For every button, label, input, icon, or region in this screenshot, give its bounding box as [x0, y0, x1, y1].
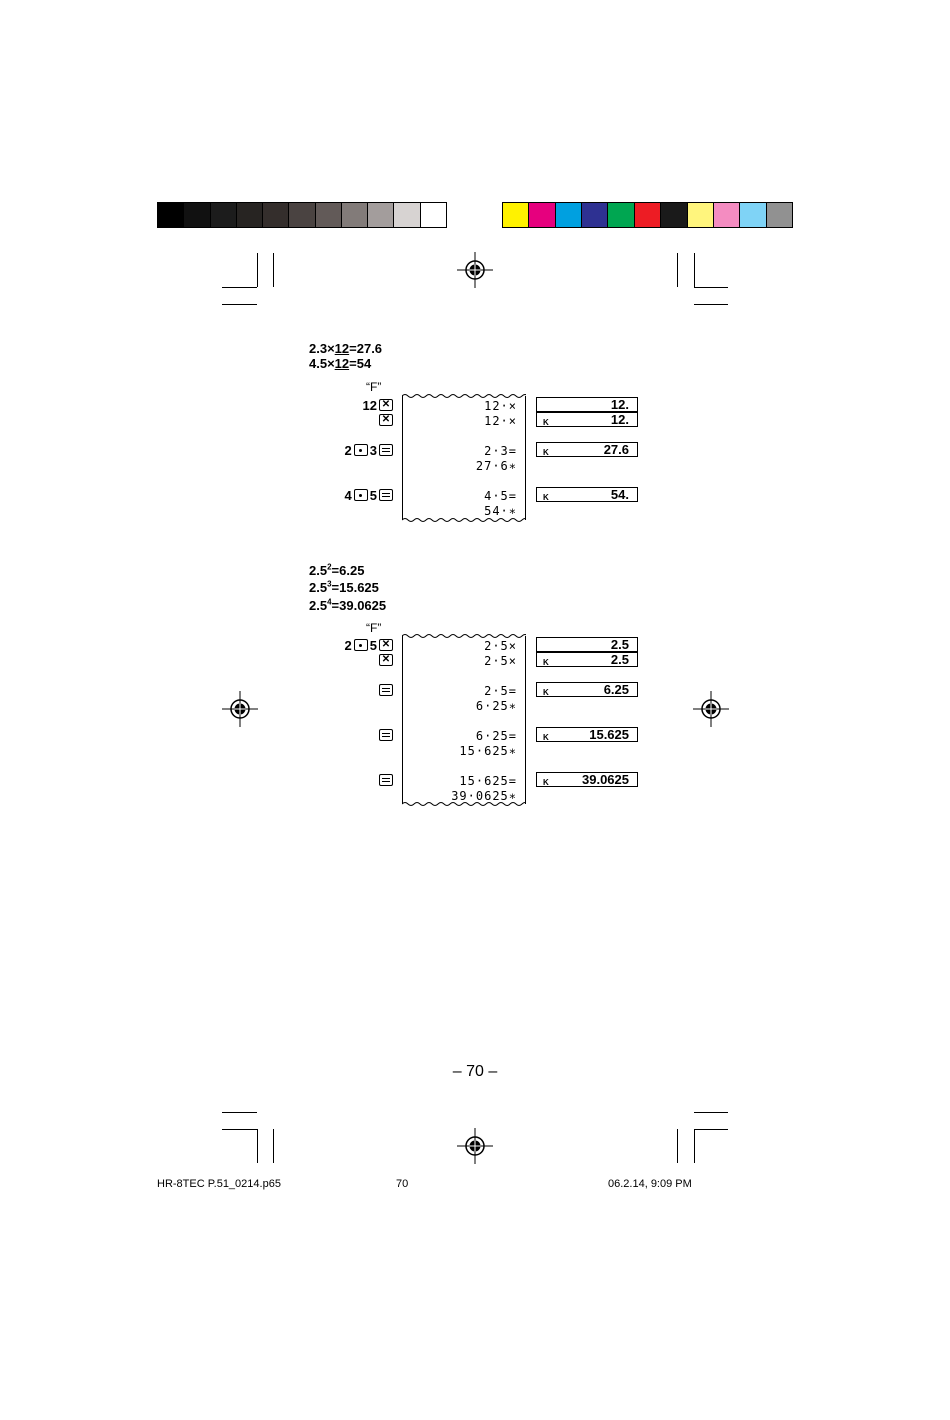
tape-line: 2·3= — [484, 444, 517, 458]
key-sequence — [379, 412, 393, 428]
crop-mark — [257, 1129, 258, 1163]
crop-mark — [677, 253, 678, 287]
multiply-key-icon — [379, 654, 393, 666]
registration-mark-icon — [457, 252, 493, 288]
formula-line: $2.5^2=6.25$ — [309, 562, 365, 578]
color-swatch — [661, 203, 687, 227]
display-box: 12. — [536, 397, 638, 412]
display-box: K 39.0625 — [536, 772, 638, 787]
constant-indicator: K — [543, 658, 549, 667]
color-swatch — [582, 203, 608, 227]
color-swatch — [688, 203, 714, 227]
tape-line: 39·0625∗ — [451, 789, 517, 803]
tape-line: 6·25= — [475, 729, 517, 743]
key-sequence — [379, 772, 393, 788]
display-box: 2.5 — [536, 637, 638, 652]
tape-edge — [402, 516, 526, 524]
constant-indicator: K — [543, 733, 549, 742]
footer-filename: HR-8TEC P.51_0214.p65 — [157, 1178, 281, 1190]
color-swatch — [158, 203, 184, 227]
tape-line: 15·625∗ — [459, 744, 517, 758]
equals-key-icon — [379, 729, 393, 741]
registration-mark-icon — [693, 691, 729, 727]
constant-indicator: K — [543, 493, 549, 502]
crop-mark — [694, 287, 728, 288]
crop-mark — [694, 1112, 728, 1113]
color-swatch — [211, 203, 237, 227]
color-swatch — [714, 203, 740, 227]
key-sequence: 12 ✕ — [363, 397, 393, 413]
tape-line: 15·625= — [459, 774, 517, 788]
tape-line: 2·5× — [484, 639, 517, 653]
tape-line: 54·∗ — [484, 504, 517, 518]
decimal-key-icon — [354, 489, 368, 501]
crop-mark — [222, 304, 257, 305]
tape-line: 6·25∗ — [475, 699, 517, 713]
color-swatch — [316, 203, 342, 227]
grayscale-bar — [157, 202, 447, 228]
color-swatch — [503, 203, 529, 227]
tape-line: 2·5= — [484, 684, 517, 698]
decimal-key-icon — [354, 639, 368, 651]
crop-mark — [222, 1129, 257, 1130]
constant-indicator: K — [543, 418, 549, 427]
crop-mark — [694, 253, 695, 287]
display-box: K 6.25 — [536, 682, 638, 697]
tape-line: 27·6∗ — [475, 459, 517, 473]
crop-mark — [222, 1112, 257, 1113]
color-swatch — [237, 203, 263, 227]
color-swatch — [368, 203, 394, 227]
color-swatch — [342, 203, 368, 227]
display-box: K 12. — [536, 412, 638, 427]
decimal-key-icon — [354, 444, 368, 456]
display-box: K 15.625 — [536, 727, 638, 742]
color-swatch — [740, 203, 766, 227]
crop-mark — [694, 1129, 728, 1130]
color-swatch — [394, 203, 420, 227]
tape-line: 2·5× — [484, 654, 517, 668]
color-swatch — [184, 203, 210, 227]
registration-mark-icon — [457, 1128, 493, 1164]
color-swatch — [289, 203, 315, 227]
key-sequence — [379, 727, 393, 743]
crop-mark — [222, 287, 257, 288]
constant-indicator: K — [543, 778, 549, 787]
page-number: – 70 – — [452, 1063, 498, 1080]
crop-mark — [677, 1129, 678, 1163]
key-sequence — [379, 652, 393, 668]
display-box: K 27.6 — [536, 442, 638, 457]
key-sequence: 2 5 ✕ — [345, 637, 393, 653]
color-swatch — [556, 203, 582, 227]
display-box: K 54. — [536, 487, 638, 502]
display-box: K 2.5 — [536, 652, 638, 667]
tape-line: 12·× — [484, 414, 517, 428]
formula-line: 2.3×12=27.6 — [309, 341, 383, 356]
mode-label: “F” — [366, 621, 382, 635]
multiply-key-icon — [379, 399, 393, 411]
mode-label: “F” — [366, 380, 382, 394]
tape-line: 4·5= — [484, 489, 517, 503]
crop-mark — [694, 304, 728, 305]
formula-line: 4.5×12=54 — [309, 356, 372, 371]
key-sequence: 2 3 — [345, 442, 393, 458]
formula-line: $2.5^3=15.625$ — [309, 579, 379, 595]
multiply-key-icon — [379, 639, 393, 651]
tape-line: 12·× — [484, 399, 517, 413]
color-swatch — [767, 203, 792, 227]
footer-date: 06.2.14, 9:09 PM — [608, 1178, 692, 1190]
crop-mark — [694, 1129, 695, 1163]
color-swatch — [608, 203, 634, 227]
equals-key-icon — [379, 444, 393, 456]
crop-mark — [273, 253, 274, 287]
color-swatch — [421, 203, 446, 227]
equals-key-icon — [379, 684, 393, 696]
equals-key-icon — [379, 774, 393, 786]
crop-mark — [273, 1129, 274, 1163]
equals-key-icon — [379, 489, 393, 501]
footer-page: 70 — [396, 1178, 409, 1190]
constant-indicator: K — [543, 448, 549, 457]
color-swatch — [263, 203, 289, 227]
registration-mark-icon — [222, 691, 258, 727]
color-swatch — [635, 203, 661, 227]
formula-line: $2.5^4=39.0625$ — [309, 597, 387, 613]
tape-edge — [402, 800, 526, 808]
crop-mark — [257, 253, 258, 287]
key-sequence: 4 5 — [345, 487, 393, 503]
paper-tape — [402, 396, 526, 520]
constant-indicator: K — [543, 688, 549, 697]
paper-tape — [402, 636, 526, 804]
key-sequence — [379, 682, 393, 698]
color-bar — [502, 202, 793, 228]
multiply-key-icon — [379, 414, 393, 426]
color-swatch — [529, 203, 555, 227]
